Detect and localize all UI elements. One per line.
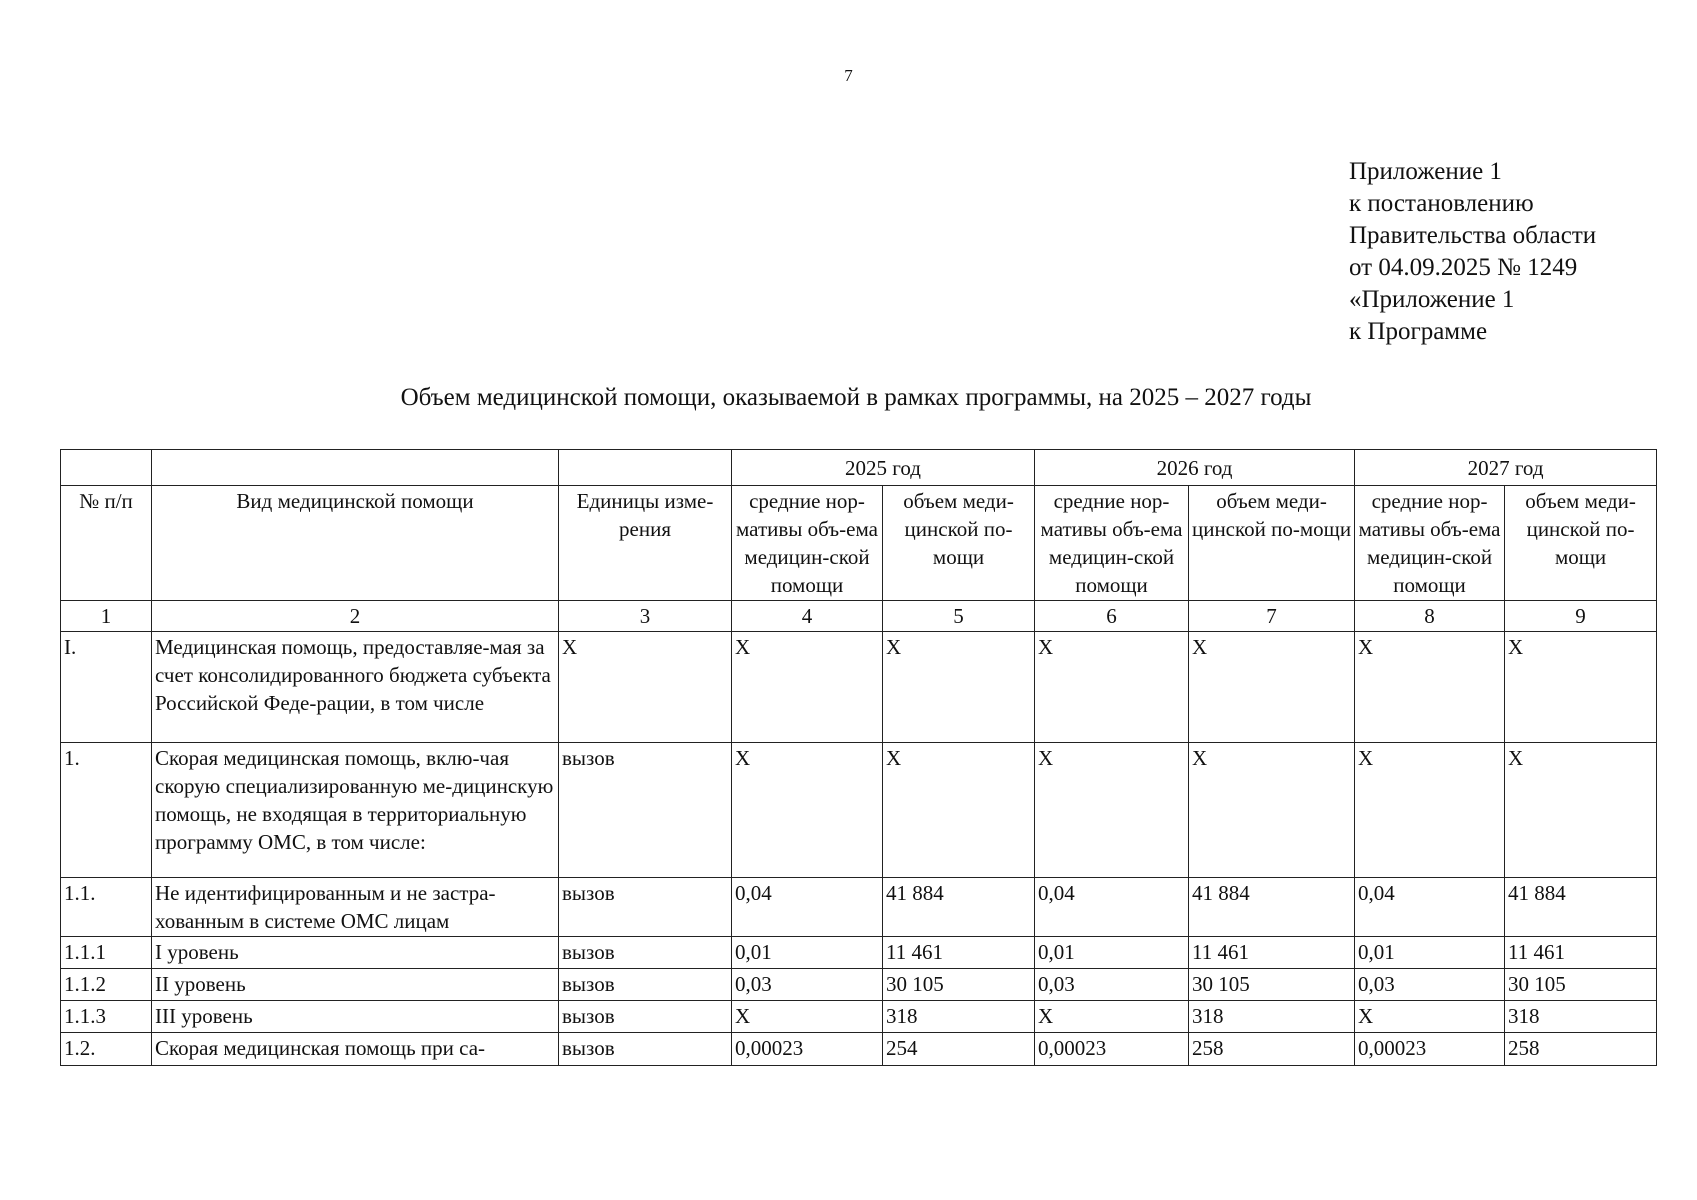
header-blank xyxy=(61,450,152,486)
row-type-cell: Медицинская помощь, предоставляе-мая за счет консолидированного бюджета субъекта Российской Феде-рации, в том числе xyxy=(152,632,559,743)
row-norm-cell: 0,03 xyxy=(1355,969,1505,1001)
row-norm-cell: 0,01 xyxy=(732,937,883,969)
appendix-note-line: «Приложение 1 xyxy=(1349,286,1515,313)
row-number-cell: 1. xyxy=(61,743,152,878)
row-norm-cell: 0,04 xyxy=(1035,878,1189,937)
appendix-note-line: Правительства области xyxy=(1349,222,1597,249)
row-volume-cell: 318 xyxy=(1189,1001,1355,1033)
row-volume-cell: Х xyxy=(1189,743,1355,878)
row-norm-cell: Х xyxy=(1355,743,1505,878)
row-norm-cell: Х xyxy=(732,632,883,743)
row-norm-cell: Х xyxy=(1035,1001,1189,1033)
row-unit-cell: вызов xyxy=(559,878,732,937)
row-type-cell: II уровень xyxy=(152,969,559,1001)
column-number: 7 xyxy=(1189,601,1355,632)
table-row xyxy=(61,1033,1657,1066)
row-volume-cell: 30 105 xyxy=(1505,969,1657,1001)
column-number: 5 xyxy=(883,601,1035,632)
row-unit-cell: вызов xyxy=(559,1001,732,1033)
row-volume-cell: 30 105 xyxy=(883,969,1035,1001)
header-blank xyxy=(559,450,732,486)
document-title: Объем медицинской помощи, оказываемой в рамках программы, на 2025 – 2027 годы xyxy=(400,384,1312,411)
row-volume-cell: 254 xyxy=(883,1033,1035,1066)
column-number: 4 xyxy=(732,601,883,632)
table-row xyxy=(61,878,1657,937)
row-unit-cell: вызов xyxy=(559,969,732,1001)
year-2025-header: 2025 год xyxy=(732,450,1035,486)
row-unit-cell: Х xyxy=(559,632,732,743)
page-number: 7 xyxy=(844,66,853,85)
header-blank xyxy=(152,450,559,486)
column-number: 6 xyxy=(1035,601,1189,632)
row-norm-cell: Х xyxy=(1355,1001,1505,1033)
row-unit-cell: вызов xyxy=(559,1033,732,1066)
column-number: 3 xyxy=(559,601,732,632)
row-volume-cell: 258 xyxy=(1189,1033,1355,1066)
medical-volume-table xyxy=(60,449,1657,1066)
year-2026-header: 2026 год xyxy=(1035,450,1355,486)
col-header-volume: объем меди-цинской по-мощи xyxy=(1189,486,1355,601)
row-norm-cell: 0,00023 xyxy=(732,1033,883,1066)
row-volume-cell: 318 xyxy=(1505,1001,1657,1033)
row-volume-cell: 41 884 xyxy=(1505,878,1657,937)
row-type-cell: III уровень xyxy=(152,1001,559,1033)
row-norm-cell: Х xyxy=(1035,743,1189,878)
col-header-num: № п/п xyxy=(61,486,152,601)
row-volume-cell: 11 461 xyxy=(883,937,1035,969)
year-header-row xyxy=(61,450,1657,486)
row-norm-cell: Х xyxy=(1035,632,1189,743)
row-type-cell: I уровень xyxy=(152,937,559,969)
row-norm-cell: Х xyxy=(732,743,883,878)
col-header-volume: объем меди-цинской по-мощи xyxy=(1505,486,1657,601)
row-norm-cell: 0,04 xyxy=(732,878,883,937)
row-volume-cell: 41 884 xyxy=(883,878,1035,937)
row-volume-cell: 30 105 xyxy=(1189,969,1355,1001)
column-number: 8 xyxy=(1355,601,1505,632)
col-header-type: Вид медицинской помощи xyxy=(152,486,559,601)
row-number-cell: I. xyxy=(61,632,152,743)
appendix-note-line: к Программе xyxy=(1349,318,1488,345)
row-volume-cell: Х xyxy=(883,632,1035,743)
row-volume-cell: 258 xyxy=(1505,1033,1657,1066)
row-volume-cell: 318 xyxy=(883,1001,1035,1033)
row-norm-cell: 0,04 xyxy=(1355,878,1505,937)
column-number-row xyxy=(61,601,1657,632)
row-type-cell: Скорая медицинская помощь при са- xyxy=(152,1033,559,1066)
row-volume-cell: Х xyxy=(1505,743,1657,878)
column-number: 2 xyxy=(152,601,559,632)
row-volume-cell: Х xyxy=(1505,632,1657,743)
row-volume-cell: 11 461 xyxy=(1505,937,1657,969)
row-volume-cell: Х xyxy=(883,743,1035,878)
row-number-cell: 1.1. xyxy=(61,878,152,937)
column-header-row xyxy=(61,486,1657,601)
appendix-note-line: Приложение 1 xyxy=(1349,158,1502,185)
year-2027-header: 2027 год xyxy=(1355,450,1657,486)
appendix-note xyxy=(1349,156,1596,348)
appendix-note-line: к постановлению xyxy=(1349,190,1534,217)
row-number-cell: 1.2. xyxy=(61,1033,152,1066)
col-header-norm: средние нор-мативы объ-ема медицин-ской помощи xyxy=(1035,486,1189,601)
col-header-norm: средние нор-мативы объ-ема медицин-ской помощи xyxy=(1355,486,1505,601)
row-volume-cell: 41 884 xyxy=(1189,878,1355,937)
row-unit-cell: вызов xyxy=(559,937,732,969)
col-header-unit: Единицы изме-рения xyxy=(559,486,732,601)
column-number: 9 xyxy=(1505,601,1657,632)
table-row xyxy=(61,969,1657,1001)
table-row xyxy=(61,937,1657,969)
row-norm-cell: 0,00023 xyxy=(1035,1033,1189,1066)
row-volume-cell: 11 461 xyxy=(1189,937,1355,969)
row-norm-cell: Х xyxy=(732,1001,883,1033)
row-number-cell: 1.1.1 xyxy=(61,937,152,969)
row-unit-cell: вызов xyxy=(559,743,732,878)
row-norm-cell: 0,01 xyxy=(1035,937,1189,969)
row-norm-cell: Х xyxy=(1355,632,1505,743)
row-norm-cell: 0,00023 xyxy=(1355,1033,1505,1066)
row-norm-cell: 0,03 xyxy=(732,969,883,1001)
col-header-norm: средние нор-мативы объ-ема медицин-ской помощи xyxy=(732,486,883,601)
row-number-cell: 1.1.2 xyxy=(61,969,152,1001)
appendix-note-line: от 04.09.2025 № 1249 xyxy=(1349,254,1578,281)
row-norm-cell: 0,01 xyxy=(1355,937,1505,969)
table-row xyxy=(61,1001,1657,1033)
column-number: 1 xyxy=(61,601,152,632)
row-number-cell: 1.1.3 xyxy=(61,1001,152,1033)
row-volume-cell: Х xyxy=(1189,632,1355,743)
table-row xyxy=(61,632,1657,743)
row-norm-cell: 0,03 xyxy=(1035,969,1189,1001)
col-header-volume: объем меди-цинской по-мощи xyxy=(883,486,1035,601)
row-type-cell: Скорая медицинская помощь, вклю-чая скорую специализированную ме-дицинскую помощь, не входящая в территориальную программу ОМС, в том числе: xyxy=(152,743,559,878)
table-row xyxy=(61,743,1657,878)
row-type-cell: Не идентифицированным и не застра-хованным в системе ОМС лицам xyxy=(152,878,559,937)
